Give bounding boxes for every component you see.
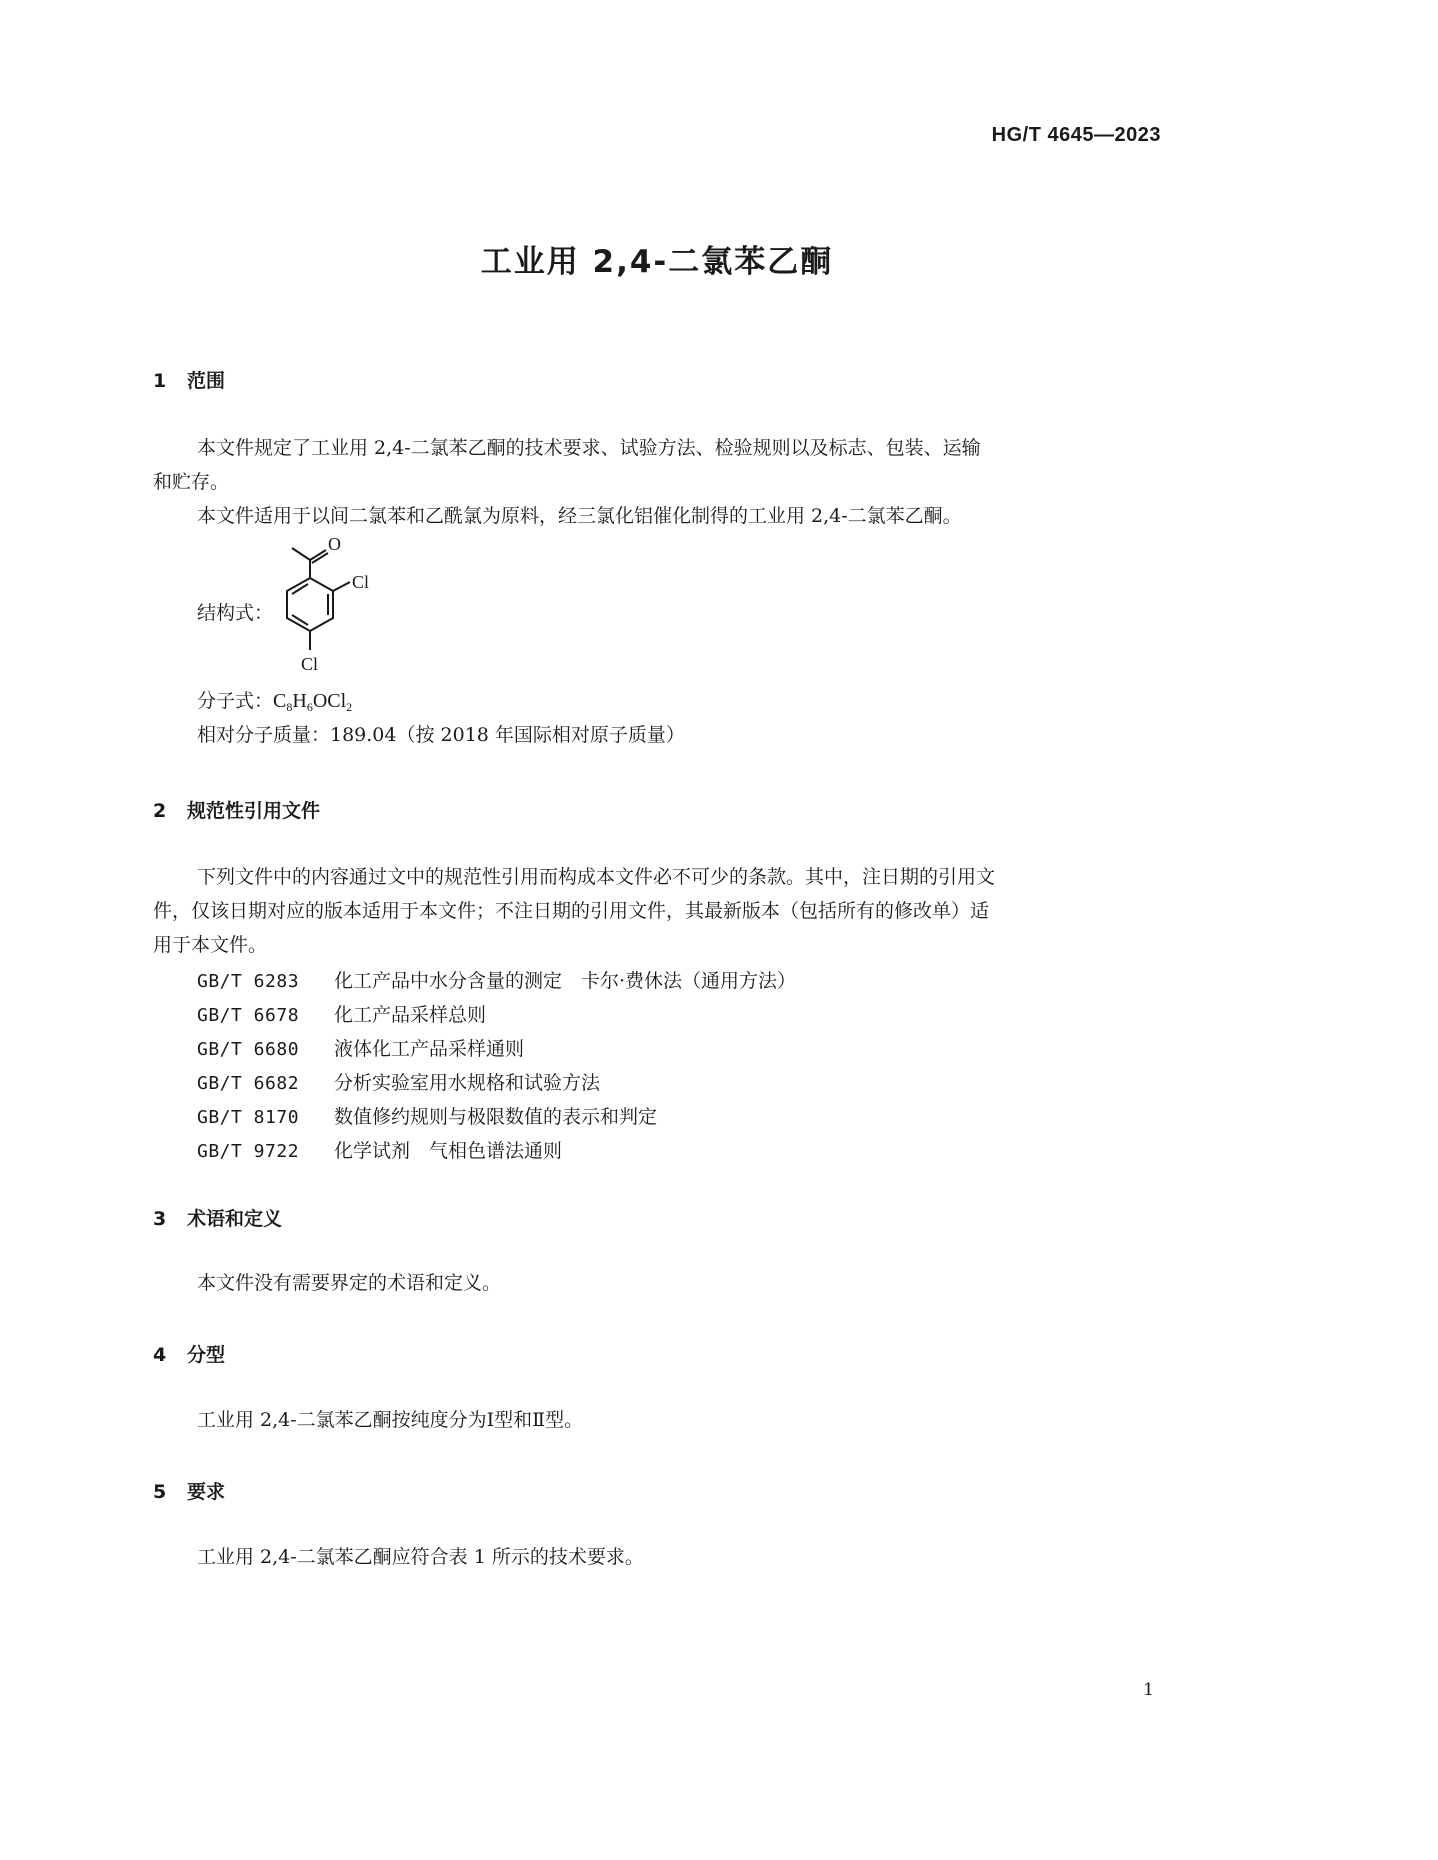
section-title: 术语和定义 (187, 1208, 283, 1230)
chlorine-atom-label: Cl (352, 572, 370, 592)
reference-title: 液体化工产品采样通则 (334, 1038, 525, 1060)
reference-item (197, 1034, 524, 1061)
standard-code: HG/T 4645—2023 (991, 124, 1161, 146)
benzene-ring (287, 548, 350, 650)
section-title: 范围 (187, 370, 226, 392)
reference-title: 分析实验室用水规格和试验方法 (334, 1072, 601, 1094)
reference-item (197, 1102, 657, 1129)
types-paragraph: 工业用 2,4-二氯苯乙酮按纯度分为Ⅰ型和Ⅱ型。 (197, 1409, 584, 1431)
reference-title: 化学试剂 气相色谱法通则 (334, 1140, 563, 1162)
section-heading-4 (153, 1340, 225, 1367)
terms-paragraph: 本文件没有需要界定的术语和定义。 (197, 1272, 502, 1294)
scope-paragraph-1-line-1: 本文件规定了工业用 2,4-二氯苯乙酮的技术要求、试验方法、检验规则以及标志、包装、运输 (197, 437, 981, 459)
section-heading-2 (153, 796, 320, 823)
oxygen-atom-label: O (328, 534, 341, 554)
structure-label: 结构式： (197, 602, 274, 624)
formula-carbon-count: 8 (286, 700, 293, 714)
section-heading-3 (153, 1204, 282, 1231)
section-number: 1 (153, 370, 167, 392)
scope-paragraph-2: 本文件适用于以间二氯苯和乙酰氯为原料，经三氯化铝催化制得的工业用 2,4-二氯苯乙酮。 (197, 505, 962, 527)
reference-code: GB/T 8170 (197, 1107, 300, 1128)
reference-code: GB/T 6682 (197, 1073, 300, 1094)
formula-hydrogen-count: 6 (306, 700, 313, 714)
structural-formula-diagram (270, 530, 390, 690)
formula-value (273, 690, 352, 712)
reference-code: GB/T 6283 (197, 971, 300, 992)
reference-code: GB/T 6678 (197, 1005, 300, 1026)
reference-title: 化工产品中水分含量的测定 卡尔·费休法（通用方法） (334, 970, 797, 992)
molecular-mass: 相对分子质量：189.04（按 2018 年国际相对原子质量） (197, 724, 685, 746)
reference-code: GB/T 6680 (197, 1039, 300, 1060)
section-title: 分型 (187, 1344, 226, 1366)
section-number: 3 (153, 1208, 167, 1230)
formula-ocl: OCl (312, 690, 347, 712)
reference-item (197, 1068, 600, 1095)
normative-intro-line-3: 用于本文件。 (153, 934, 268, 956)
requirements-paragraph: 工业用 2,4-二氯苯乙酮应符合表 1 所示的技术要求。 (197, 1546, 644, 1568)
section-number: 5 (153, 1481, 167, 1503)
section-heading-5 (153, 1477, 225, 1504)
reference-title: 化工产品采样总则 (334, 1004, 487, 1026)
normative-intro-line-2: 件，仅该日期对应的版本适用于本文件；不注日期的引用文件，其最新版本（包括所有的修改单）适 (153, 900, 990, 922)
reference-title: 数值修约规则与极限数值的表示和判定 (334, 1106, 658, 1128)
page-number: 1 (1143, 1680, 1154, 1700)
section-title: 规范性引用文件 (187, 800, 321, 822)
section-number: 2 (153, 800, 167, 822)
normative-intro-line-1: 下列文件中的内容通过文中的规范性引用而构成本文件必不可少的条款。其中，注日期的引用文 (197, 866, 996, 888)
scope-paragraph-1-line-2: 和贮存。 (153, 471, 230, 493)
formula-carbon: C (273, 690, 287, 712)
formula-label: 分子式： (197, 690, 274, 712)
reference-item (197, 1000, 486, 1027)
section-heading-1 (153, 366, 225, 393)
formula-chlorine-count: 2 (346, 700, 353, 714)
section-title: 要求 (187, 1481, 226, 1503)
chlorine-atom-label: Cl (301, 654, 319, 674)
reference-item (197, 966, 796, 993)
section-number: 4 (153, 1344, 167, 1366)
reference-item (197, 1136, 562, 1163)
formula-hydrogen: H (292, 690, 307, 712)
document-title: 工业用 2,4-二氯苯乙酮 (480, 244, 834, 280)
reference-code: GB/T 9722 (197, 1141, 300, 1162)
